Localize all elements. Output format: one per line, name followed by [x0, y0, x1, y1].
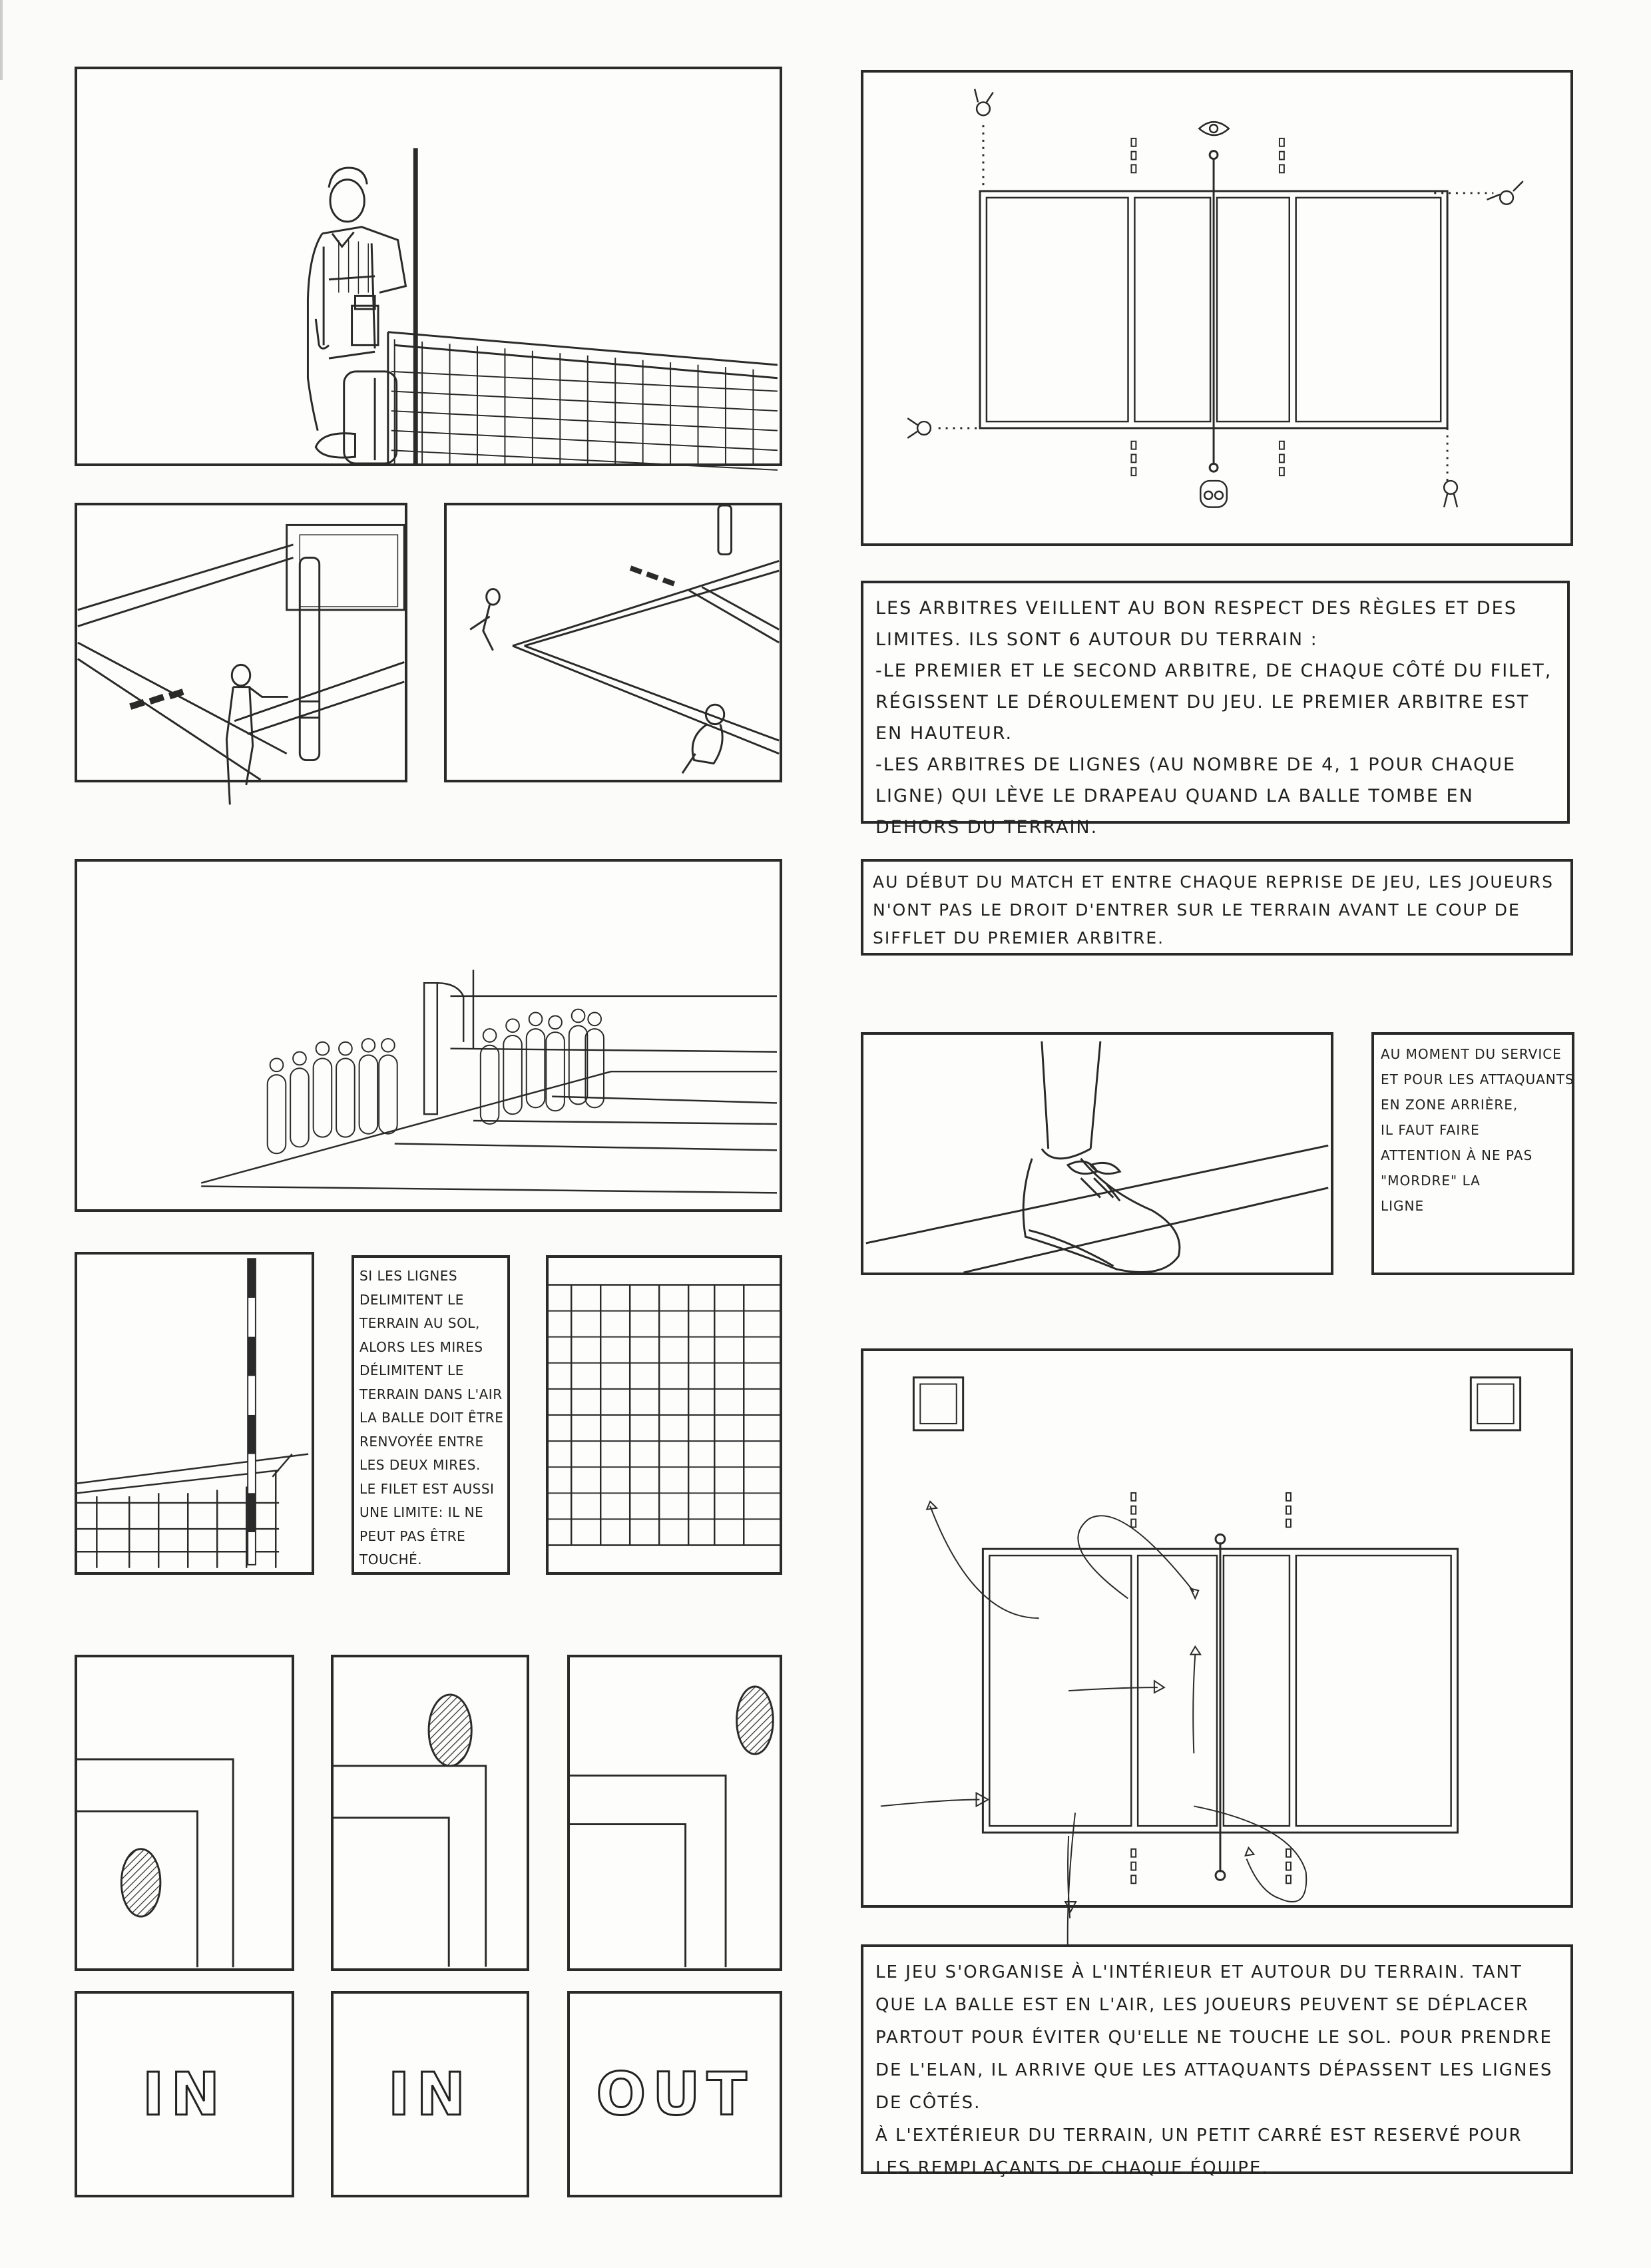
net-grid-closeup-icon — [549, 1258, 780, 1572]
caption-line: EN ZONE ARRIÈRE, — [1381, 1097, 1519, 1113]
player-head — [483, 1029, 497, 1042]
court-corner-ball-on-line-icon — [334, 1657, 527, 1968]
caption-line: LES ARBITRES VEILLENT AU BON RESPECT DES RÈGLES ET DES — [875, 598, 1517, 619]
player-body — [569, 1025, 588, 1104]
verdict-label: IN — [142, 2060, 227, 2129]
player-body — [336, 1058, 355, 1137]
caption-line: SIFFLET DU PREMIER ARBITRE. — [873, 928, 1165, 948]
panel-court-referees — [861, 70, 1573, 546]
caption-line: À L'EXTÉRIEUR DU TERRAIN, UN PETIT CARRÉ EST RESERVÉ POUR — [875, 2126, 1523, 2145]
line-judge-at-post-icon — [77, 505, 405, 780]
player-body — [268, 1075, 286, 1153]
ball-example-in-1 — [75, 1655, 294, 1971]
player-head — [293, 1052, 306, 1065]
antenna-caption — [352, 1255, 510, 1575]
caption-line: SI LES LIGNES — [359, 1268, 458, 1284]
court-corner-ball-outside-icon — [570, 1657, 780, 1968]
verdict-label: IN — [387, 2060, 473, 2129]
foot-caption — [1371, 1032, 1574, 1275]
player-head — [270, 1058, 284, 1071]
referee-at-net-icon — [77, 69, 780, 463]
panel-net-grid — [546, 1255, 782, 1575]
panel-teams-lineup — [75, 859, 782, 1212]
caption-line: RÉGISSENT LE DÉROULEMENT DU JEU. LE PREMIER ARBITRE EST — [875, 692, 1530, 712]
player-body — [585, 1029, 604, 1107]
player-head — [381, 1039, 395, 1052]
caption-line: LIGNE) QUI LÈVE LE DRAPEAU QUAND LA BALLE TOMBE EN — [875, 786, 1474, 806]
caption-line: LA BALLE DOIT ÊTRE — [359, 1410, 504, 1426]
player-head — [588, 1013, 601, 1026]
scan-edge-mark — [0, 0, 3, 80]
ball-example-out — [567, 1655, 782, 1971]
caption-line: ET POUR LES ATTAQUANTS — [1381, 1071, 1574, 1087]
players-on-court-corner-icon — [447, 505, 780, 780]
first-referee-icon — [1199, 122, 1228, 135]
caption-line: LIMITES. ILS SONT 6 AUTOUR DU TERRAIN : — [875, 629, 1318, 650]
second-referee-icon — [1200, 481, 1227, 507]
panel-foot-on-line — [861, 1032, 1333, 1275]
caption-line: DE CÔTÉS. — [875, 2093, 981, 2113]
panel-movement-diagram — [861, 1348, 1573, 1908]
verdict-panel-2 — [331, 1991, 529, 2197]
substitution-zone-left — [913, 1378, 963, 1430]
ball-example-in-2 — [331, 1655, 529, 1971]
caption-line: N'ONT PAS LE DROIT D'ENTRER SUR LE TERRAIN AVANT LE COUP DE — [873, 900, 1521, 920]
caption-line: TOUCHÉ. — [359, 1552, 423, 1567]
court-with-referees-diagram — [863, 73, 1570, 543]
caption-line: LE JEU S'ORGANISE À L'INTÉRIEUR ET AUTOUR DU TERRAIN. TANT — [875, 1962, 1523, 1982]
caption-line: DÉLIMITENT LE — [359, 1362, 464, 1378]
player-body — [527, 1029, 545, 1107]
player-head — [362, 1039, 375, 1052]
player-body — [503, 1035, 522, 1114]
caption-line: TERRAIN DANS L'AIR — [359, 1386, 503, 1402]
panel-referee-at-net — [75, 67, 782, 466]
player-head — [549, 1015, 562, 1029]
caption-line: DELIMITENT LE — [359, 1291, 464, 1308]
caption-line: DE L'ELAN, IL ARRIVE QUE LES ATTAQUANTS DÉPASSENT LES LIGNES — [875, 2060, 1553, 2080]
verdict-label: OUT — [596, 2060, 754, 2129]
start-caption — [861, 859, 1573, 956]
foot-on-line-icon — [863, 1035, 1331, 1273]
panel-players-court — [444, 503, 782, 782]
player-head — [572, 1009, 585, 1023]
caption-line: IL FAUT FAIRE — [1381, 1122, 1480, 1138]
player-body — [379, 1055, 397, 1134]
caption-line: PEUT PAS ÊTRE — [359, 1528, 466, 1544]
player-head — [506, 1019, 519, 1032]
player-body — [359, 1055, 378, 1134]
teams-lining-up-icon — [77, 862, 780, 1209]
caption-line: RENVOYÉE ENTRE — [359, 1433, 484, 1450]
verdict-panel-3 — [567, 1991, 782, 2197]
caption-line: LIGNE — [1381, 1198, 1425, 1214]
caption-line: AU DÉBUT DU MATCH ET ENTRE CHAQUE REPRISE DE JEU, LES JOUEURS — [873, 872, 1554, 892]
caption-line: LES REMPLAÇANTS DE CHAQUE ÉQUIPE. — [875, 2158, 1269, 2178]
caption-line: -LES ARBITRES DE LIGNES (AU NOMBRE DE 4, 1 POUR CHAQUE — [875, 754, 1517, 775]
player-head — [529, 1013, 543, 1026]
caption-line: QUE LA BALLE EST EN L'AIR, LES JOUEURS PEUVENT SE DÉPLACER — [875, 1995, 1529, 2015]
player-body — [290, 1068, 309, 1147]
caption-line: UNE LIMITE: IL NE — [359, 1504, 484, 1520]
referees-caption — [861, 581, 1570, 838]
movement-arrows — [881, 1502, 1306, 2011]
caption-line: "MORDRE" LA — [1381, 1173, 1481, 1189]
player-body — [546, 1032, 565, 1111]
verdict-panel-1 — [75, 1991, 294, 2197]
caption-line: PARTOUT POUR ÉVITER QU'ELLE NE TOUCHE LE SOL. POUR PRENDRE — [875, 2028, 1552, 2048]
caption-line: ALORS LES MIRES — [359, 1338, 483, 1355]
panel-line-judge — [75, 503, 407, 782]
player-body — [481, 1045, 499, 1124]
caption-line: -LE PREMIER ET LE SECOND ARBITRE, DE CHAQUE CÔTÉ DU FILET, — [875, 661, 1552, 681]
player-head — [316, 1042, 330, 1055]
caption-line: ATTENTION À NE PAS — [1381, 1147, 1533, 1163]
panel-antenna — [75, 1252, 314, 1575]
player-head — [339, 1042, 352, 1055]
caption-line: TERRAIN AU SOL, — [359, 1315, 480, 1331]
substitute-benches — [1131, 139, 1284, 475]
game-caption — [861, 1944, 1573, 2178]
court-movement-diagram — [863, 1351, 1570, 1905]
caption-line: LE FILET EST AUSSI — [359, 1480, 495, 1497]
player-body — [314, 1058, 332, 1137]
caption-line: EN HAUTEUR. — [875, 723, 1013, 744]
caption-line: DEHORS DU TERRAIN. — [875, 817, 1098, 838]
caption-line: AU MOMENT DU SERVICE — [1381, 1046, 1562, 1062]
substitution-zone-right — [1471, 1378, 1520, 1430]
antenna-on-net-icon — [77, 1255, 312, 1572]
caption-line: LES DEUX MIRES. — [359, 1457, 481, 1473]
court-corner-ball-inside-icon — [77, 1657, 292, 1968]
